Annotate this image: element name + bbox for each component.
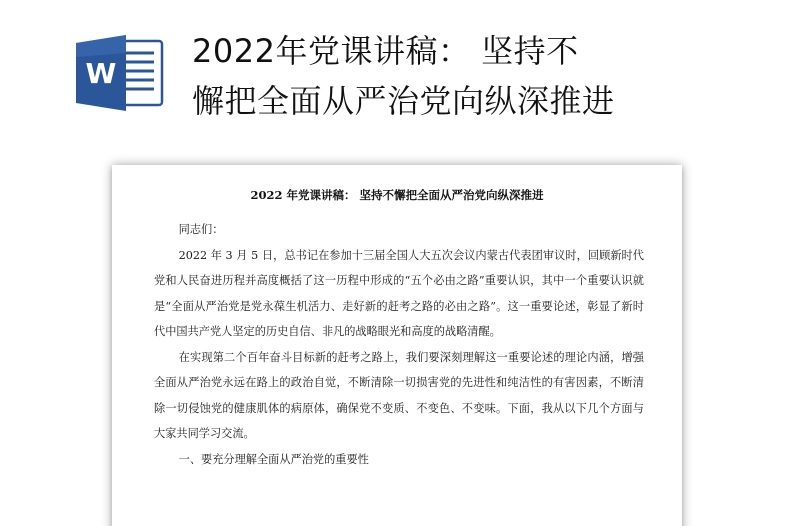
- document-title: 2022 年党课讲稿： 坚持不懈把全面从严治党向纵深推进: [250, 188, 544, 202]
- paragraph-1: 2022 年 3 月 5 日，总书记在参加十三届全国人大五次会议内蒙古代表团审议时，回顾新时代党和人民奋进历程并高度概括了这一历程中形成的“五个必由之路”重要认识，其中一个重要认识就是“全面从严治党是党永葆生机活力、走好新的赶考之路的必由之路”。这一重要论述，彰显了新时代中国共产党人坚定的历史自信、非凡的战略眼光和高度的战略清醒。: [154, 248, 644, 338]
- section-heading-1: 一、要充分理解全面从严治党的重要性: [178, 452, 369, 466]
- page-title: [192, 26, 772, 126]
- microsoft-word-icon: [74, 33, 166, 113]
- svg-text:W: W: [85, 57, 117, 90]
- paragraph-2: 在实现第二个百年奋斗目标新的赶考之路上，我们要深刻理解这一重要论述的理论内涵，增强全面从严治党永远在路上的政治自觉，不断清除一切损害党的先进性和纯洁性的有害因素，不断清除一切侵蚀党的健康肌体的病原体，确保党不变质、不变色、不变味。下面，我从以下几个方面与大家共同学习交流。: [154, 350, 644, 440]
- document-preview: [112, 165, 682, 526]
- document-body: [154, 217, 644, 472]
- page-title-line-2: 懈把全面从严治党向纵深推进: [192, 82, 615, 120]
- page-title-line-1: 2022年党课讲稿： 坚持不: [192, 32, 579, 70]
- salutation: 同志们：: [178, 223, 224, 236]
